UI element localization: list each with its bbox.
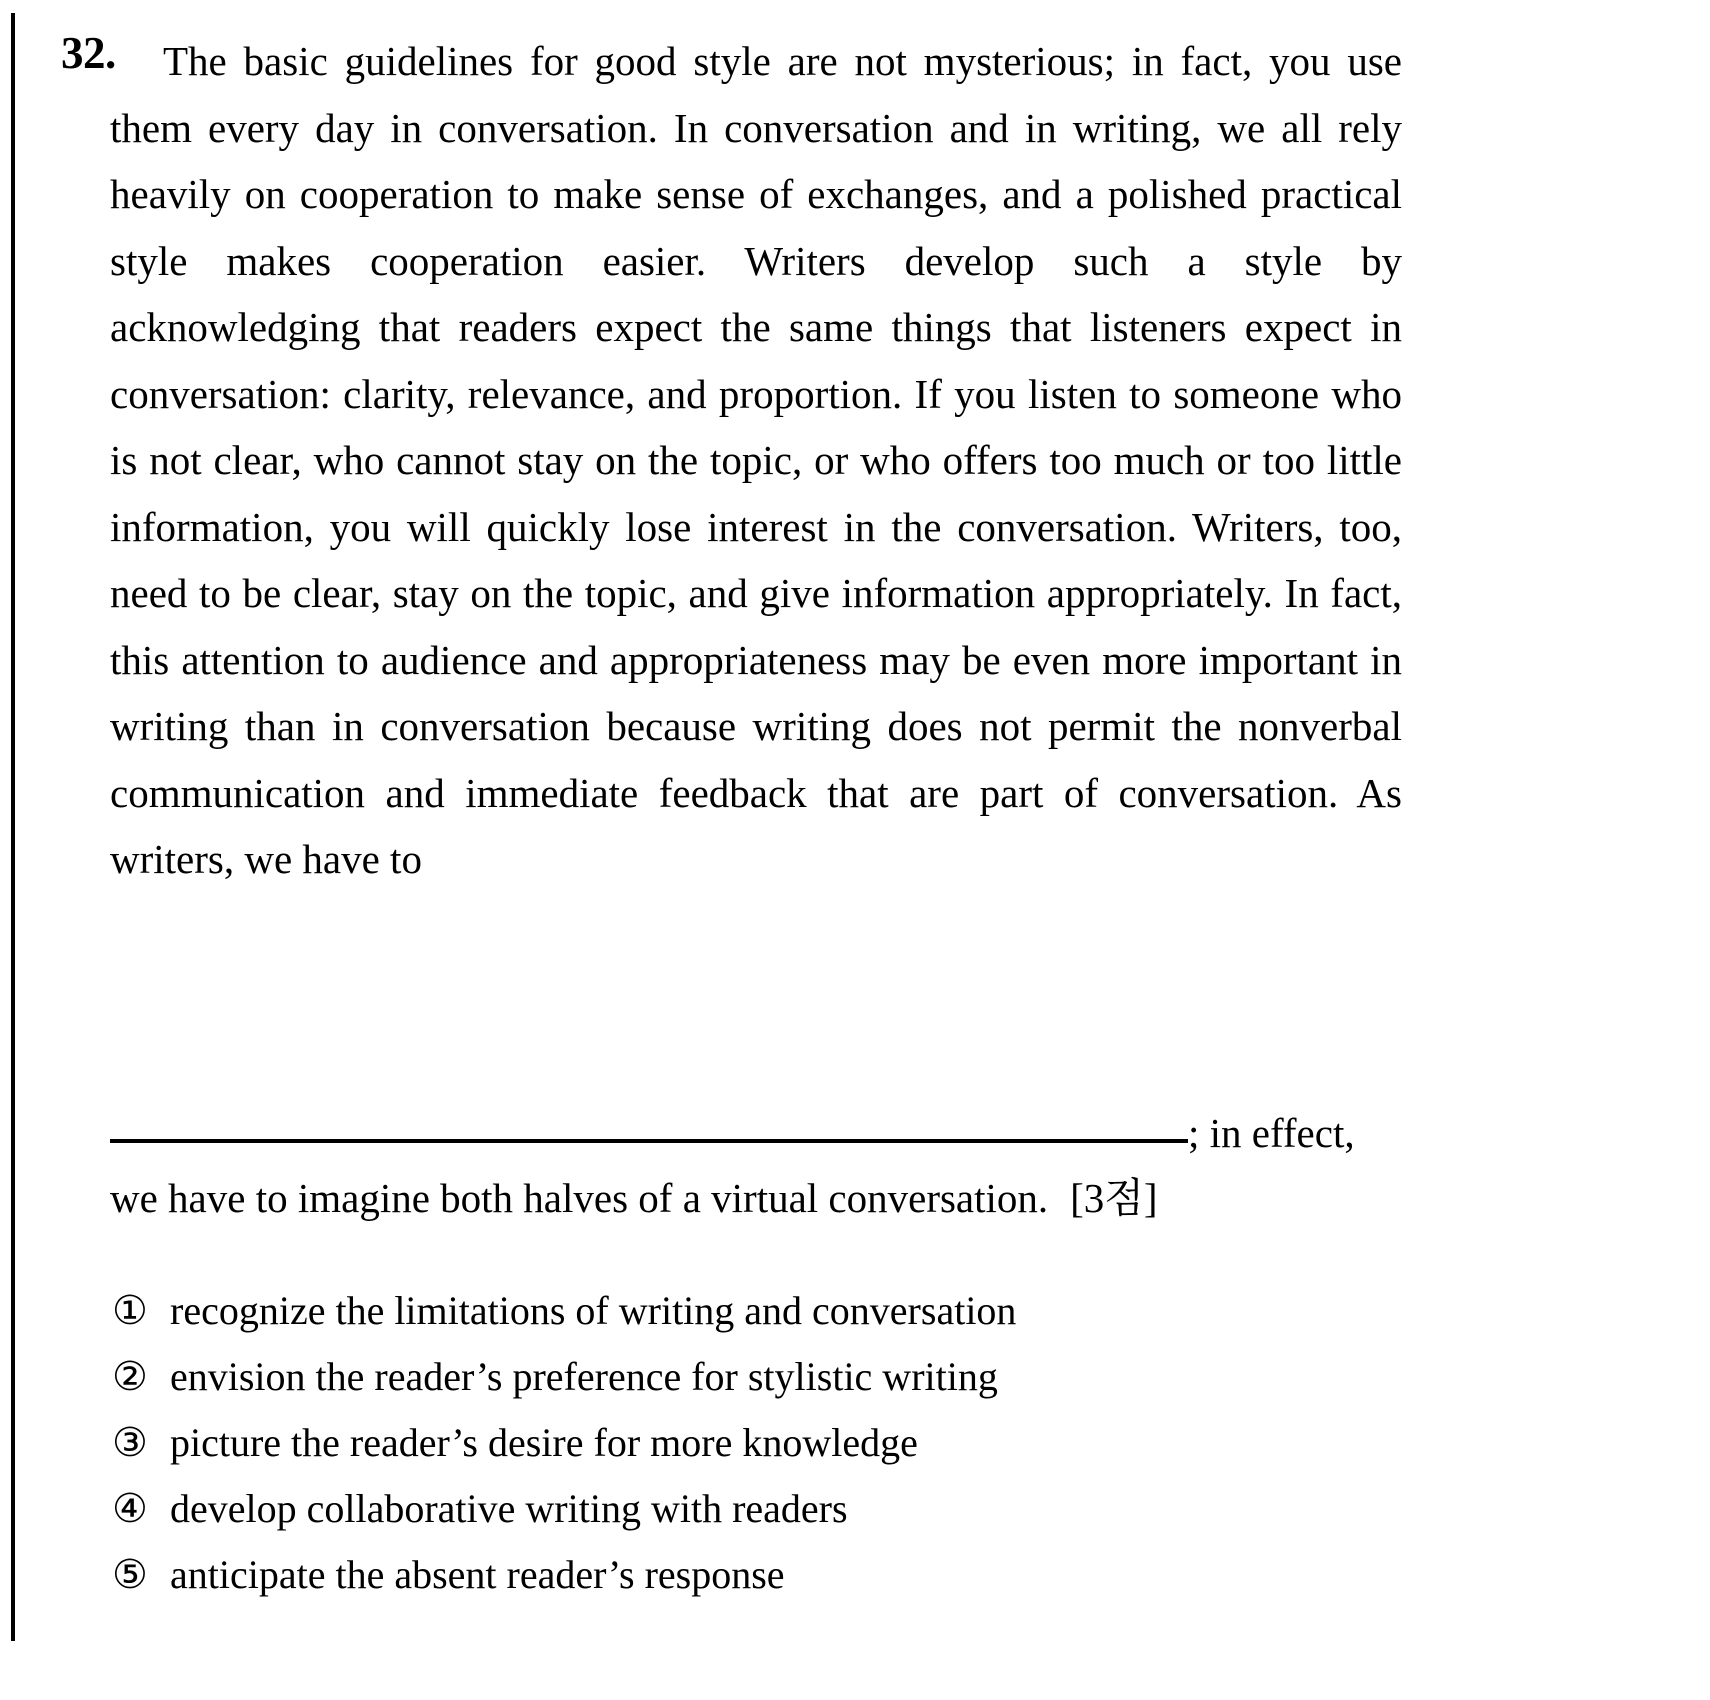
passage-body: The basic guidelines for good style are not mysterious; in fact, you use them every day in conversation. In conversation and in writing, we all rely heavily on cooperation to make sense of exchanges, and a polished practical style makes cooperation easier. Writers develop such a style by acknowledging that readers expect the same things that listeners expect in conversation: clarity, relevance, and proportion. If you listen to someone who is not clear, who cannot stay on the topic, or who offers too much or too little information, you will quickly lose interest in the conversation. Writers, too, need to be clear, stay on the topic, and give information appropriately. In fact, this attention to audience and appropriateness may be even more important in writing than in conversation because writing does not permit the nonverbal communication and immediate feedback that are part of conversation. As writers, we have to	[110, 38, 1402, 882]
choice-option-2[interactable]	[112, 1344, 1402, 1410]
page-left-rule	[11, 13, 15, 1641]
choice-text-2: envision the reader’s preference for stylistic writing	[170, 1354, 998, 1399]
choice-option-4[interactable]	[112, 1476, 1402, 1542]
after-blank-text: ; in effect,	[1188, 1110, 1355, 1156]
choice-marker-2: ②	[112, 1354, 148, 1399]
passage-text	[110, 28, 1402, 893]
choice-text-5: anticipate the absent reader’s response	[170, 1552, 785, 1597]
final-sentence-text: we have to imagine both halves of a virtual conversation.	[110, 1175, 1049, 1221]
blank-answer-line	[110, 1100, 1402, 1167]
choice-marker-4: ④	[112, 1486, 148, 1531]
choice-marker-5: ⑤	[112, 1552, 148, 1597]
passage-container	[61, 28, 1402, 893]
choice-option-3[interactable]	[112, 1410, 1402, 1476]
choice-marker-1: ①	[112, 1288, 148, 1333]
blank-underline[interactable]	[110, 1105, 1188, 1143]
choice-marker-3: ③	[112, 1420, 148, 1465]
points-badge: [3점]	[1070, 1175, 1158, 1221]
choice-option-1[interactable]	[112, 1278, 1402, 1344]
final-sentence-line	[110, 1165, 1402, 1232]
choice-text-1: recognize the limitations of writing and conversation	[170, 1288, 1017, 1333]
answer-choices-list	[112, 1278, 1402, 1608]
choice-text-4: develop collaborative writing with readers	[170, 1486, 848, 1531]
question-number: 32.	[61, 28, 116, 78]
choice-option-5[interactable]	[112, 1542, 1402, 1608]
choice-text-3: picture the reader’s desire for more knowledge	[170, 1420, 918, 1465]
